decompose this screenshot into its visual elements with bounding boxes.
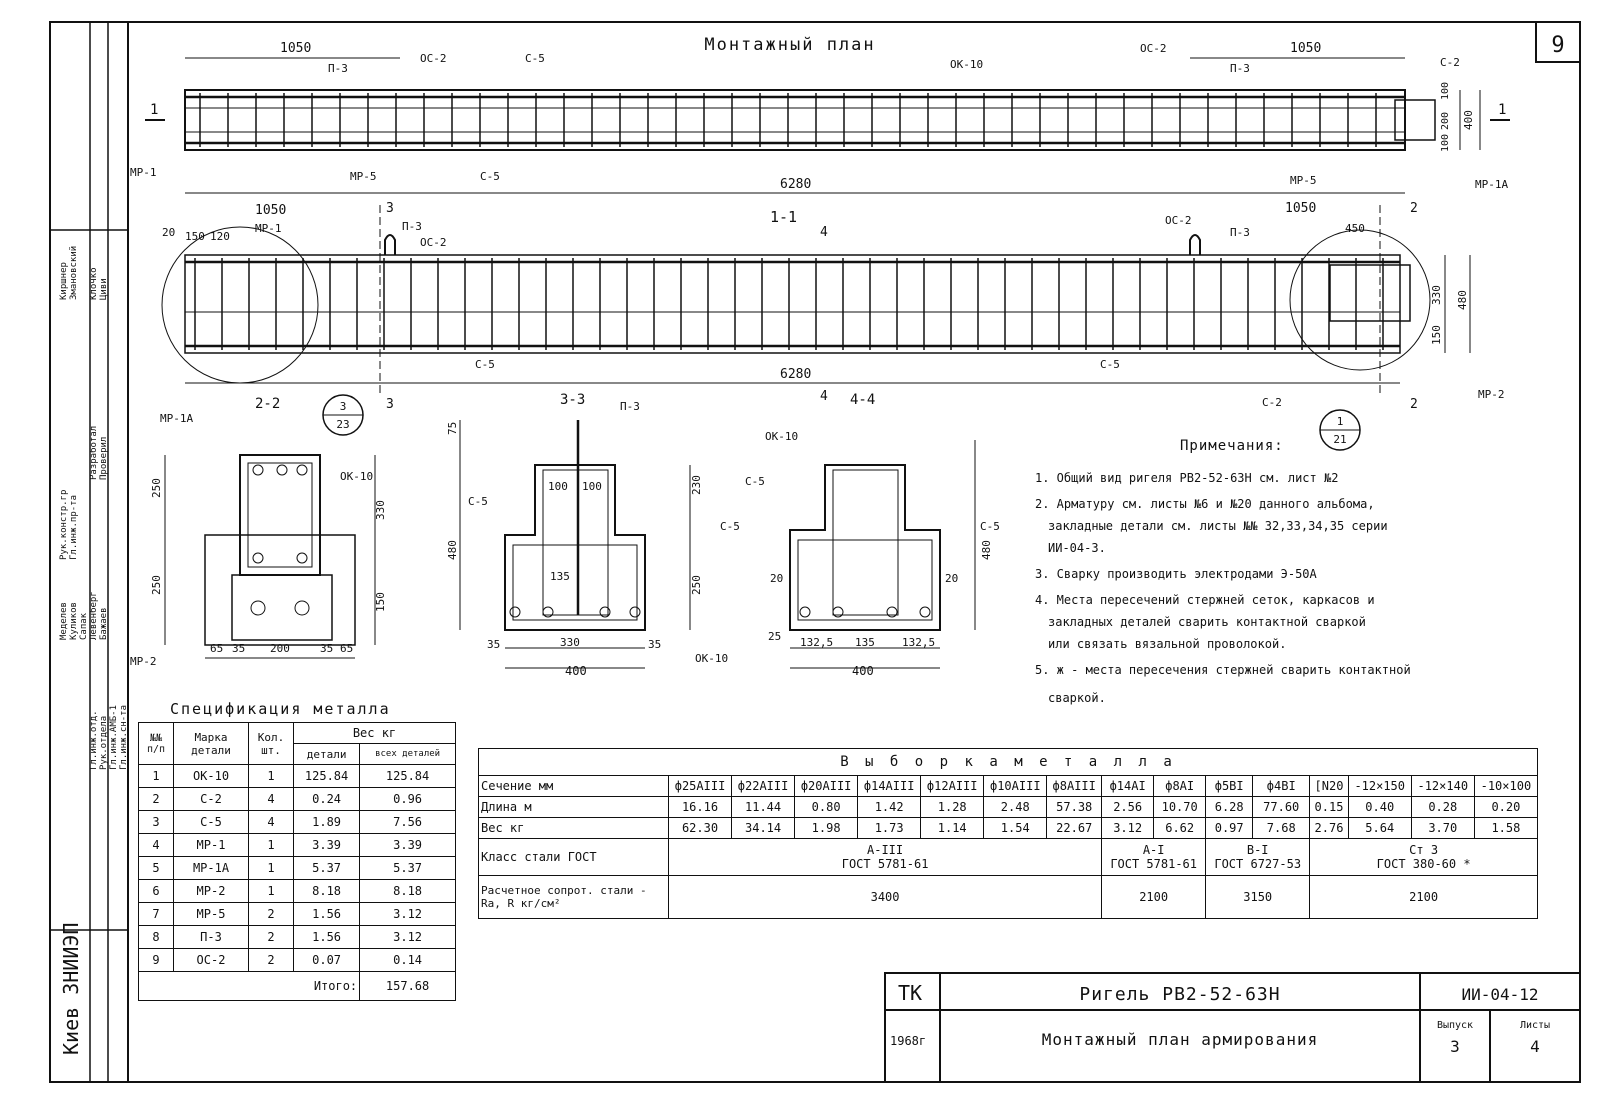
spec-h-weight: Вес кг: [294, 723, 456, 744]
title-name: Ригель РВ2-52-63Н: [1079, 984, 1281, 1005]
metal-length-cell: 2.56: [1102, 797, 1154, 818]
spec-cell: 4: [249, 811, 294, 834]
metal-weight-cell: 1.54: [984, 818, 1047, 839]
svg-text:Гл.инж.пр-та: Гл.инж.пр-та: [69, 494, 79, 560]
title-issue-label: Выпуск: [1436, 1020, 1474, 1031]
metal-length-cell: 77.60: [1253, 797, 1310, 818]
spec-h-all: всех деталей: [360, 744, 456, 765]
svg-text:Клочко: Клочко: [89, 267, 99, 300]
metal-weight-cell: 7.68: [1253, 818, 1310, 839]
section-4-dim: 20: [770, 572, 784, 585]
spec-cell: 8.18: [360, 880, 456, 903]
svg-text:Сапак: Сапак: [79, 612, 89, 640]
plan-side-dim: 100: [1440, 133, 1451, 152]
section-2-dim: 330: [374, 500, 387, 520]
metal-table: [478, 748, 1538, 919]
section-3-dim: 480: [446, 540, 459, 560]
metal-section-cell: ф10АIII: [984, 776, 1047, 797]
metal-resist-1: 3400: [669, 876, 1102, 919]
spec-cell: 1.56: [294, 903, 360, 926]
metal-section-cell: ф14АIII: [858, 776, 921, 797]
metal-section-cell: -12×140: [1411, 776, 1474, 797]
section-3-label: С-5: [468, 495, 488, 508]
metal-row-resist: Расчетное сопрот. стали -Ra, R кг/см²: [479, 876, 669, 919]
metal-weight-cell: 3.12: [1102, 818, 1154, 839]
metal-weight-cell: 0.97: [1206, 818, 1253, 839]
metal-length-cell: 11.44: [732, 797, 795, 818]
spec-cell: 8: [139, 926, 174, 949]
note-line: 5. ж - места пересечения стержней сварить контактной: [1035, 663, 1411, 677]
section-4-4-view: [790, 440, 975, 668]
detail-callout-1-21: [1320, 410, 1360, 450]
spec-cell: 2: [249, 926, 294, 949]
metal-length-cell: 0.40: [1348, 797, 1411, 818]
metal-section-cell: ф22АIII: [732, 776, 795, 797]
plan-label: МР-1: [130, 166, 157, 179]
metal-section-cell: ф20АIII: [795, 776, 858, 797]
title-subtitle: Монтажный план армирования: [1041, 1030, 1319, 1049]
section-2-dim: 250: [150, 478, 163, 498]
svg-text:Разработал: Разработал: [89, 425, 99, 480]
metal-resist-4: 2100: [1310, 876, 1538, 919]
notes-heading: Примечания:: [1180, 438, 1284, 454]
metal-length-cell: 10.70: [1154, 797, 1206, 818]
section-1-dim: 150: [185, 230, 205, 243]
plan-label: ОК-10: [950, 58, 984, 71]
svg-text:Левенберг: Левенберг: [89, 591, 99, 640]
metal-class-2: А-I ГОСТ 5781-61: [1102, 839, 1206, 876]
side-strip: [50, 230, 128, 1055]
section-4-dim: 20: [945, 572, 959, 585]
metal-section-cell: ф5ВI: [1206, 776, 1253, 797]
plan-label: С-2: [1440, 56, 1460, 69]
note-line: 1. Общий вид ригеля РВ2-52-63Н см. лист №2: [1035, 471, 1339, 485]
plan-side-dim: 100: [1440, 81, 1451, 100]
section-2-2-view: [165, 455, 375, 658]
spec-cell: 5: [139, 857, 174, 880]
title-tk: ТК: [898, 981, 923, 1005]
spec-cell: 5.37: [360, 857, 456, 880]
metal-section-cell: ф14АI: [1102, 776, 1154, 797]
plan-label: МР-5: [1290, 174, 1317, 187]
section-3-dim: 250: [690, 575, 703, 595]
section-3-dim: 100: [582, 480, 602, 493]
metal-weight-cell: 3.70: [1411, 818, 1474, 839]
spec-cell: 4: [139, 834, 174, 857]
section-4-dim: 480: [980, 540, 993, 560]
metal-weight-cell: 22.67: [1047, 818, 1102, 839]
section-1-title: 1-1: [770, 208, 798, 226]
section-1-dim: 330: [1430, 285, 1443, 305]
cut-mark: 3: [386, 397, 394, 412]
spec-row: [139, 949, 456, 972]
title-year: 1968г: [890, 1034, 927, 1048]
cut-mark: 2: [1410, 201, 1418, 216]
svg-text:Куликов: Куликов: [69, 602, 79, 640]
spec-cell: 2: [249, 949, 294, 972]
section-4-label: С-5: [745, 475, 765, 488]
section-2-title: 2-2: [255, 396, 281, 412]
spec-cell: 9: [139, 949, 174, 972]
section-2-dim: 65: [210, 642, 224, 655]
svg-text:Гл.инж.сн-та: Гл.инж.сн-та: [119, 704, 129, 770]
section-3-title: 3-3: [560, 392, 586, 408]
section-3-label: П-3: [620, 400, 640, 413]
metal-weight-cell: 34.14: [732, 818, 795, 839]
section-1-dim: 480: [1456, 290, 1469, 310]
spec-cell: 7.56: [360, 811, 456, 834]
note-line: или связать вязальной проволокой.: [1048, 637, 1287, 651]
section-1-dim: 20: [162, 226, 176, 239]
metal-class-4: Ст 3 ГОСТ 380-60 *: [1310, 839, 1538, 876]
spec-cell: 1: [249, 765, 294, 788]
spec-cell: 3.12: [360, 903, 456, 926]
note-line: сваркой.: [1048, 691, 1106, 705]
section-1-dim-6280: 6280: [780, 367, 812, 382]
spec-h-detail: детали: [294, 744, 360, 765]
plan-section-mark-left: 1: [150, 102, 159, 118]
spec-cell: МР-5: [174, 903, 249, 926]
metal-title: В ы б о р к а м е т а л л а: [479, 749, 1538, 776]
metal-section-cell: ф25АIII: [669, 776, 732, 797]
spec-cell: 3: [139, 811, 174, 834]
metal-resist-2: 2100: [1102, 876, 1206, 919]
spec-row: [139, 834, 456, 857]
spec-row: [139, 811, 456, 834]
spec-cell: 3.12: [360, 926, 456, 949]
spec-cell: 0.96: [360, 788, 456, 811]
plan-dim-6280: 6280: [780, 177, 812, 192]
cut-mark: 2: [1410, 397, 1418, 412]
svg-text:Циви: Циви: [99, 278, 109, 300]
section-3-dim: 330: [560, 636, 580, 649]
section-3-dim: 100: [548, 480, 568, 493]
metal-weight-cell: 5.64: [1348, 818, 1411, 839]
spec-table: [138, 722, 456, 1001]
plan-dim-1050-right: 1050: [1290, 41, 1322, 56]
note-line: 3. Сварку производить электродами Э-50А: [1035, 567, 1317, 581]
svg-text:1: 1: [1336, 415, 1344, 428]
section-4-title: 4-4: [850, 392, 876, 408]
spec-cell: ОК-10: [174, 765, 249, 788]
metal-weight-cell: 6.62: [1154, 818, 1206, 839]
spec-cell: МР-1А: [174, 857, 249, 880]
spec-cell: 2: [139, 788, 174, 811]
spec-cell: 1: [249, 834, 294, 857]
plan-side-dim: 400: [1462, 110, 1475, 130]
svg-text:Меделев: Меделев: [59, 602, 69, 640]
plan-label: П-3: [1230, 62, 1250, 75]
section-1-label: С-5: [1100, 358, 1120, 371]
plan-label: МР-5: [350, 170, 377, 183]
spec-cell: 4: [249, 788, 294, 811]
spec-cell: С-2: [174, 788, 249, 811]
section-2-dim: 35: [232, 642, 246, 655]
svg-text:Бажаев: Бажаев: [99, 607, 109, 640]
metal-length-cell: 0.20: [1474, 797, 1537, 818]
section-3-dim: 230: [690, 475, 703, 495]
spec-row: [139, 903, 456, 926]
metal-weight-cell: 62.30: [669, 818, 732, 839]
plan-label: П-3: [328, 62, 348, 75]
org-name: Киев ЗНИИЭП: [59, 922, 83, 1055]
section-1-dim: 1050: [1285, 201, 1317, 216]
section-3-dim: 135: [550, 570, 570, 583]
metal-row-section: Сечение мм: [479, 776, 669, 797]
sheet-number: 9: [1551, 33, 1565, 58]
metal-weight-cell: 1.98: [795, 818, 858, 839]
spec-row: [139, 880, 456, 903]
metal-section-cell: -12×150: [1348, 776, 1411, 797]
spec-cell: 125.84: [360, 765, 456, 788]
spec-cell: 5.37: [294, 857, 360, 880]
section-4-dim: 400: [852, 664, 874, 678]
section-1-label: МР-1: [255, 222, 282, 235]
spec-cell: 6: [139, 880, 174, 903]
section-2-label: ОК-10: [340, 470, 374, 483]
svg-text:Гл.инж.АМБ-1: Гл.инж.АМБ-1: [109, 704, 119, 770]
spec-cell: 1: [249, 880, 294, 903]
detail-callout-3-23: [323, 395, 363, 435]
section-2-dim: 65: [340, 642, 354, 655]
spec-cell: 1.89: [294, 811, 360, 834]
svg-text:Гл.инж.отд.: Гл.инж.отд.: [89, 710, 99, 770]
spec-row: [139, 788, 456, 811]
spec-cell: ОС-2: [174, 949, 249, 972]
spec-cell: МР-2: [174, 880, 249, 903]
section-2-dim: 200: [270, 642, 290, 655]
spec-h-num: №№ п/п: [139, 723, 174, 765]
section-1-label: С-2: [1262, 396, 1282, 409]
metal-section-cell: [N20: [1310, 776, 1348, 797]
note-line: закладных деталей сварить контактной сваркой: [1048, 615, 1366, 629]
metal-length-cell: 0.28: [1411, 797, 1474, 818]
section-4-dim: 135: [855, 636, 875, 649]
note-line: 4. Места пересечений стержней сеток, каркасов и: [1035, 593, 1375, 607]
svg-text:23: 23: [336, 418, 350, 431]
svg-text:Рук.констр.гр: Рук.констр.гр: [59, 489, 69, 560]
svg-text:Киршнер: Киршнер: [59, 262, 69, 300]
svg-text:Змановский: Змановский: [69, 245, 79, 300]
metal-length-cell: 0.15: [1310, 797, 1348, 818]
title-issue: 3: [1450, 1037, 1460, 1056]
metal-row-length: Длина м: [479, 797, 669, 818]
section-1-label: С-5: [475, 358, 495, 371]
svg-text:Рук.отдела: Рук.отдела: [99, 715, 109, 770]
section-3-dim: 400: [565, 664, 587, 678]
notes-list: [1035, 471, 1411, 705]
plan-label: ОС-2: [1140, 42, 1167, 55]
plan-label: МР-1А: [1475, 178, 1509, 191]
plan-dim-1050-left: 1050: [280, 41, 312, 56]
section-2-dim: 35: [320, 642, 334, 655]
metal-weight-cell: 2.76: [1310, 818, 1348, 839]
section-4-dim: 132,5: [902, 636, 936, 649]
title-series: ИИ-04-12: [1461, 985, 1539, 1004]
plan-side-dim: 200: [1440, 111, 1451, 130]
section-1-label: П-3: [1230, 226, 1250, 239]
section-3-label: С-5: [720, 520, 740, 533]
plan-section-mark-right: 1: [1498, 102, 1507, 118]
section-4-dim: 25: [768, 630, 782, 643]
metal-row-weight: Вес кг: [479, 818, 669, 839]
title-sheet: 4: [1530, 1037, 1540, 1056]
section-2-label: МР-1А: [160, 412, 194, 425]
main-title: Монтажный план: [704, 35, 876, 55]
metal-length-cell: 57.38: [1047, 797, 1102, 818]
spec-cell: С-5: [174, 811, 249, 834]
svg-text:21: 21: [1333, 433, 1347, 446]
section-4-label: ОК-10: [765, 430, 799, 443]
spec-cell: 1.56: [294, 926, 360, 949]
spec-h-mark: Марка детали: [174, 723, 249, 765]
metal-length-cell: 1.28: [921, 797, 984, 818]
metal-section-cell: ф8АI: [1154, 776, 1206, 797]
metal-class-3: В-I ГОСТ 6727-53: [1206, 839, 1310, 876]
spec-cell: 8.18: [294, 880, 360, 903]
plan-label: С-5: [525, 52, 545, 65]
metal-weight-cell: 1.58: [1474, 818, 1537, 839]
section-3-dim: 35: [648, 638, 662, 651]
note-line: ИИ-04-3.: [1048, 541, 1106, 555]
spec-cell: 3.39: [294, 834, 360, 857]
section-3-dim: 35: [487, 638, 501, 651]
section-1-label: ОС-2: [420, 236, 447, 249]
section-2-dim: 250: [150, 575, 163, 595]
metal-resist-3: 3150: [1206, 876, 1310, 919]
metal-weight-cell: 1.73: [858, 818, 921, 839]
plan-label: ОС-2: [420, 52, 447, 65]
title-sheet-label: Листы: [1519, 1020, 1551, 1031]
section-1-dim: 120: [210, 230, 230, 243]
section-1-dim: 150: [1430, 325, 1443, 345]
spec-cell: 0.07: [294, 949, 360, 972]
spec-total-label: Итого:: [139, 972, 360, 1001]
metal-section-cell: ф12АIII: [921, 776, 984, 797]
svg-text:3: 3: [339, 400, 347, 413]
section-1-label: МР-2: [1478, 388, 1505, 401]
spec-row: [139, 765, 456, 788]
section-2-label: МР-2: [130, 655, 157, 668]
metal-length-cell: 16.16: [669, 797, 732, 818]
spec-total-value: 157.68: [360, 972, 456, 1001]
metal-length-cell: 1.42: [858, 797, 921, 818]
cut-mark: 3: [386, 201, 394, 216]
metal-weight-cell: 1.14: [921, 818, 984, 839]
metal-length-cell: 6.28: [1206, 797, 1253, 818]
metal-length-cell: 0.80: [795, 797, 858, 818]
metal-section-cell: ф8АIII: [1047, 776, 1102, 797]
spec-cell: 1: [249, 857, 294, 880]
spec-cell: 0.14: [360, 949, 456, 972]
spec-cell: 1: [139, 765, 174, 788]
spec-row: [139, 857, 456, 880]
section-1-label: П-3: [402, 220, 422, 233]
section-1-1-view: [162, 205, 1470, 395]
section-1-dim: 450: [1345, 222, 1365, 235]
plan-label: С-5: [480, 170, 500, 183]
metal-length-cell: 2.48: [984, 797, 1047, 818]
metal-row-class: Класс стали ГОСТ: [479, 839, 669, 876]
spec-cell: 2: [249, 903, 294, 926]
metal-section-cell: -10×100: [1474, 776, 1537, 797]
section-2-dim: 150: [374, 592, 387, 612]
spec-cell: П-3: [174, 926, 249, 949]
metal-section-cell: ф4ВI: [1253, 776, 1310, 797]
cut-mark: 4: [820, 389, 828, 404]
spec-cell: 7: [139, 903, 174, 926]
section-3-label: ОК-10: [695, 652, 729, 665]
spec-cell: 0.24: [294, 788, 360, 811]
section-1-label: ОС-2: [1165, 214, 1192, 227]
section-4-label: С-5: [980, 520, 1000, 533]
spec-title: Спецификация металла: [170, 700, 391, 718]
spec-h-qty: Кол. шт.: [249, 723, 294, 765]
metal-class-1: А-III ГОСТ 5781-61: [669, 839, 1102, 876]
section-3-3-view: [460, 420, 690, 668]
cut-mark: 4: [820, 225, 828, 240]
spec-row: [139, 926, 456, 949]
spec-cell: МР-1: [174, 834, 249, 857]
note-line: 2. Арматуру см. листы №6 и №20 данного альбома,: [1035, 497, 1375, 511]
section-3-dim: 75: [446, 421, 459, 435]
svg-text:Проверил: Проверил: [99, 436, 109, 480]
spec-cell: 3.39: [360, 834, 456, 857]
section-1-dim: 1050: [255, 203, 287, 218]
spec-cell: 125.84: [294, 765, 360, 788]
section-4-dim: 132,5: [800, 636, 834, 649]
note-line: закладные детали см. листы №№ 32,33,34,35 серии: [1048, 519, 1388, 533]
